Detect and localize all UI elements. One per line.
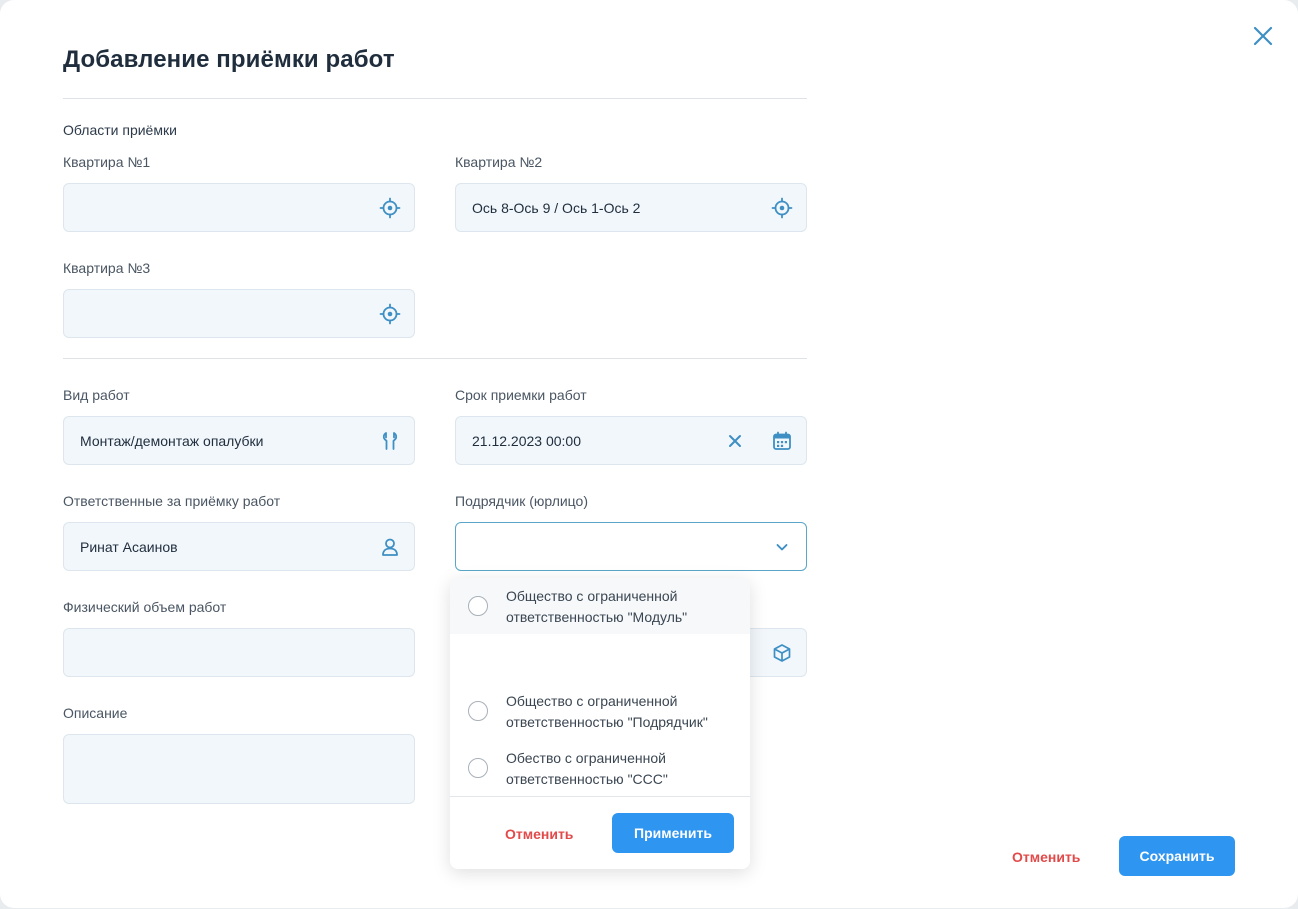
deadline-field[interactable] xyxy=(455,416,807,465)
area-2-field[interactable] xyxy=(455,183,807,232)
contractor-dropdown xyxy=(450,578,750,869)
cancel-button[interactable]: Отменить xyxy=(1012,849,1081,865)
work-type-field[interactable] xyxy=(63,416,415,465)
target-icon[interactable] xyxy=(771,197,793,219)
description-label: Описание xyxy=(63,705,128,721)
volume-field[interactable] xyxy=(63,628,415,677)
dropdown-cancel-button[interactable]: Отменить xyxy=(505,826,574,842)
clear-icon[interactable] xyxy=(724,430,746,452)
dropdown-option[interactable] xyxy=(450,578,750,634)
radio-button[interactable] xyxy=(468,596,488,616)
header-divider xyxy=(63,98,807,99)
work-type-value: Монтаж/демонтаж опалубки xyxy=(80,433,264,449)
work-type-label: Вид работ xyxy=(63,387,130,403)
radio-button[interactable] xyxy=(468,758,488,778)
responsible-field[interactable] xyxy=(63,522,415,571)
calendar-icon[interactable] xyxy=(771,430,793,452)
responsible-value: Ринат Асаинов xyxy=(80,539,178,555)
area-1-label: Квартира №1 xyxy=(63,154,151,170)
dropdown-divider xyxy=(450,796,750,797)
chevron-down-icon[interactable] xyxy=(771,536,793,558)
box-icon[interactable] xyxy=(771,642,793,664)
description-textarea[interactable] xyxy=(63,734,415,804)
section-label-areas: Области приёмки xyxy=(63,122,177,138)
deadline-label: Срок приемки работ xyxy=(455,387,587,403)
area-3-field[interactable] xyxy=(63,289,415,338)
contractor-label: Подрядчик (юрлицо) xyxy=(455,493,588,509)
area-2-label: Квартира №2 xyxy=(455,154,543,170)
option-label: Обество с ограниченной ответственностью "ССС" xyxy=(506,750,668,787)
area-3-label: Квартира №3 xyxy=(63,260,151,276)
close-icon[interactable] xyxy=(1251,24,1275,48)
area-1-field[interactable] xyxy=(63,183,415,232)
volume-label: Физический объем работ xyxy=(63,599,227,615)
dropdown-option[interactable] xyxy=(450,683,750,739)
contractor-select[interactable] xyxy=(455,522,807,571)
section-divider xyxy=(63,358,807,359)
target-icon[interactable] xyxy=(379,303,401,325)
dropdown-option[interactable] xyxy=(450,740,750,796)
option-label: Общество с ограниченной ответственностью "Модуль" xyxy=(506,588,688,625)
dropdown-apply-button[interactable]: Применить xyxy=(612,813,734,853)
user-icon[interactable] xyxy=(379,536,401,558)
save-button[interactable]: Сохранить xyxy=(1119,836,1235,876)
radio-button[interactable] xyxy=(468,701,488,721)
area-2-value: Ось 8-Ось 9 / Ось 1-Ось 2 xyxy=(472,200,641,216)
target-icon[interactable] xyxy=(379,197,401,219)
option-label: Общество с ограниченной ответственностью "Подрядчик" xyxy=(506,693,708,730)
responsible-label: Ответственные за приёмку работ xyxy=(63,493,281,509)
deadline-value: 21.12.2023 00:00 xyxy=(472,433,581,449)
dialog-title: Добавление приёмки работ xyxy=(63,46,395,73)
wrench-icon[interactable] xyxy=(379,430,401,452)
